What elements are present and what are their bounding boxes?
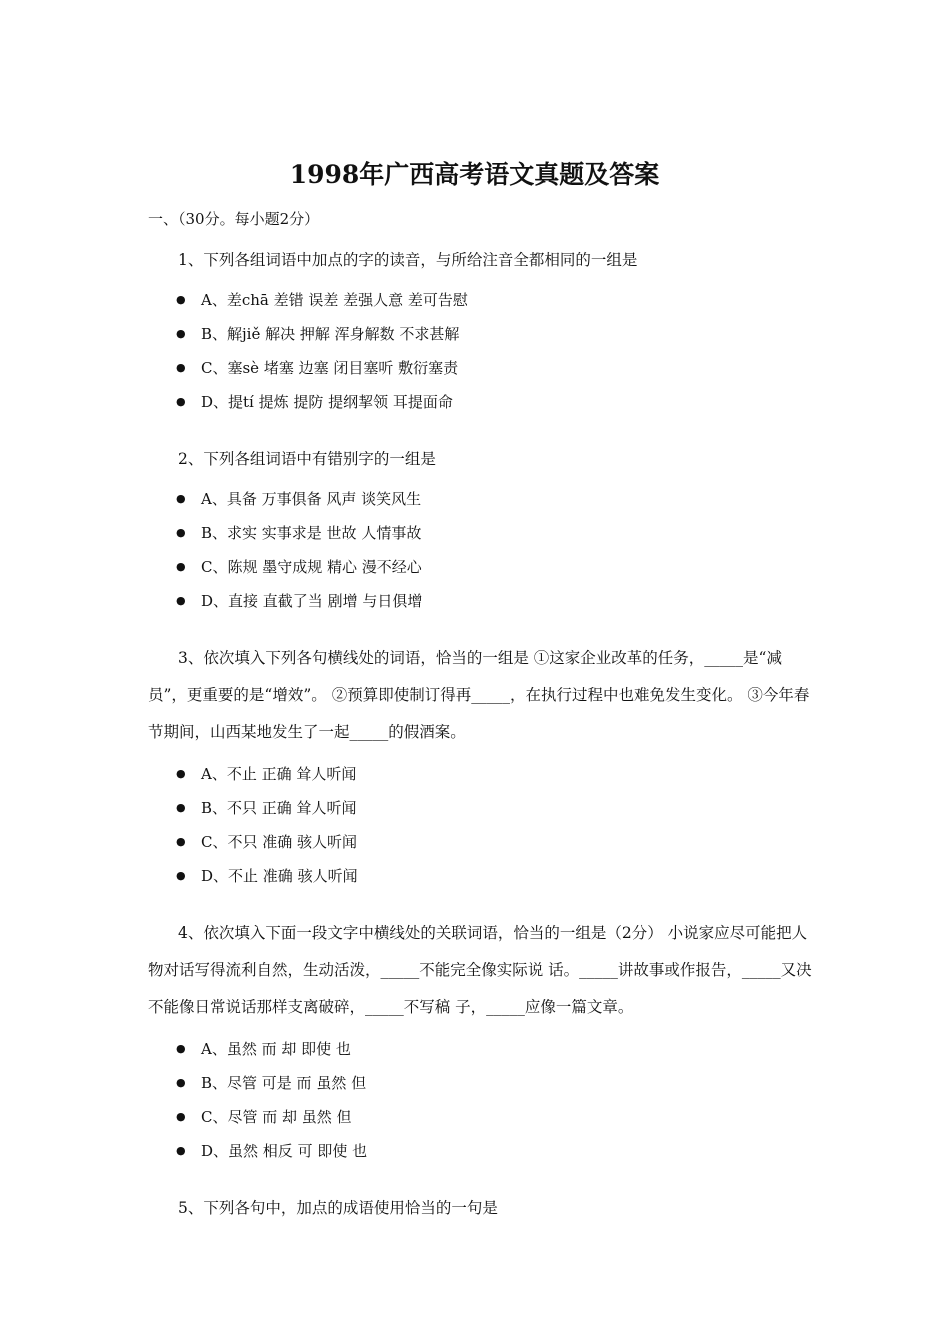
bullet-icon: ● [176,492,186,505]
bullet-icon: ● [176,801,186,814]
option-item [176,584,422,618]
bullet-icon: ● [176,835,186,848]
option-text: B、不只 正确 耸人听闻 [201,799,357,817]
question-4-stem: 4、依次填入下面一段文字中横线处的关联词语，恰当的一组是（2分） 小说家应尽可能把人物对话写得流利自然，生动活泼，_____不能完全像实际说 话。_____讲故事或作报告，_____又决不能像日常说话那样支离破碎，_____不写稿 子，_____应像一篇文章。 [148,924,812,1016]
bullet-icon: ● [176,361,186,374]
option-text: C、尽管 而 却 虽然 但 [201,1108,352,1126]
question-2-stem: 2、下列各组词语中有错别字的一组是 [178,450,436,468]
bullet-icon: ● [176,1144,186,1157]
option-text: A、具备 万事俱备 风声 谈笑风生 [201,490,422,508]
bullet-icon: ● [176,1110,186,1123]
question-1-stem: 1、下列各组词语中加点的字的读音，与所给注音全都相同的一组是 [178,251,638,269]
bullet-icon: ● [176,869,186,882]
option-item [176,757,358,791]
question-3-options [176,757,358,893]
option-item [176,516,422,550]
question-5-stem: 5、下列各句中，加点的成语使用恰当的一句是 [178,1199,498,1217]
bullet-icon: ● [176,293,186,306]
option-text: A、差chā 差错 误差 差强人意 差可告慰 [201,291,468,309]
section-heading: 一、（30分。每小题2分） [148,210,320,228]
option-text: C、陈规 墨守成规 精心 漫不经心 [201,558,422,576]
option-item [176,482,422,516]
option-item [176,1134,367,1168]
option-item [176,385,468,419]
option-text: B、解jiě 解决 押解 浑身解数 不求甚解 [201,325,460,343]
option-text: C、不只 准确 骇人听闻 [201,833,358,851]
option-text: D、虽然 相反 可 即使 也 [201,1142,368,1160]
option-item [176,791,358,825]
option-item [176,859,358,893]
option-text: B、尽管 可是 而 虽然 但 [201,1074,367,1092]
option-item [176,1032,367,1066]
option-item [176,351,468,385]
option-item [176,283,468,317]
bullet-icon: ● [176,395,186,408]
bullet-icon: ● [176,1042,186,1055]
question-1-options [176,283,468,419]
option-item [176,550,422,584]
bullet-icon: ● [176,1076,186,1089]
option-text: D、提tí 提炼 提防 提纲挈领 耳提面命 [201,393,453,411]
question-2-options [176,482,422,618]
option-item [176,825,358,859]
bullet-icon: ● [176,327,186,340]
option-text: D、不止 准确 骇人听闻 [201,867,358,885]
question-4-options [176,1032,367,1168]
option-text: A、虽然 而 却 即使 也 [201,1040,351,1058]
bullet-icon: ● [176,560,186,573]
bullet-icon: ● [176,767,186,780]
option-item [176,1066,367,1100]
bullet-icon: ● [176,594,186,607]
option-item [176,1100,367,1134]
option-item [176,317,468,351]
option-text: A、不止 正确 耸人听闻 [201,765,357,783]
question-3-stem: 3、依次填入下列各句横线处的词语，恰当的一组是 ①这家企业改革的任务，_____是“减员”，更重要的是“增效”。 ②预算即使制订得再_____，在执行过程中也难免发生变化。 ③今年春节期间，山西某地发生了一起_____的假酒案。 [148,649,810,741]
option-text: C、塞sè 堵塞 边塞 闭目塞听 敷衍塞责 [201,359,459,377]
bullet-icon: ● [176,526,186,539]
option-text: B、求实 实事求是 世故 人情事故 [201,524,422,542]
document-title: 1998年广西高考语文真题及答案 [289,160,660,189]
option-text: D、直接 直截了当 剧增 与日俱增 [201,592,423,610]
